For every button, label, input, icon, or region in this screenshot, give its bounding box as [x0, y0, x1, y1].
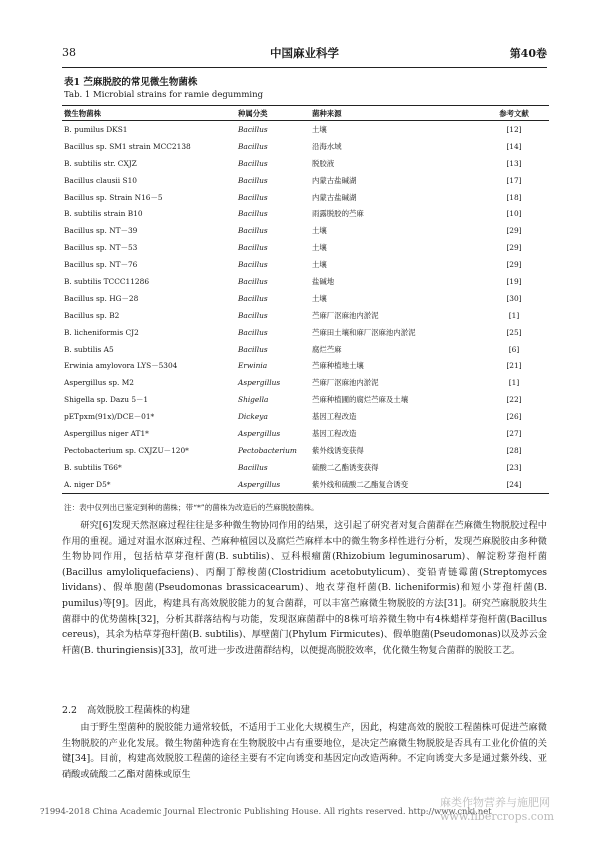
- table-row: [62, 205, 549, 222]
- cell-genus: Bacillus: [238, 293, 268, 303]
- cell-genus: Dickeya: [238, 412, 268, 422]
- cell-genus: Shigella: [238, 395, 269, 405]
- cell-genus: Bacillus: [238, 327, 268, 337]
- column-header-genus: 种属分类: [236, 106, 310, 121]
- cell-strain: Bacillus sp. NT－76: [64, 260, 138, 270]
- table-row: [62, 459, 549, 476]
- table-caption-cn: 表1 苎麻脱胶的常见微生物菌株: [64, 77, 198, 88]
- cell-source: 紫外线和硫酸二乙酯复合诱变: [310, 476, 479, 493]
- table-row: [62, 138, 549, 155]
- cell-genus: Bacillus: [238, 209, 268, 219]
- cell-strain: Pectobacterium sp. CXJZU－120*: [64, 445, 189, 455]
- cell-source: 苎麻田土壤和麻厂沤麻池内淤泥: [312, 327, 416, 337]
- table-row: [62, 425, 549, 442]
- cell-ref: [29]: [506, 260, 522, 270]
- cell-ref: [24]: [479, 476, 549, 493]
- section-number: 2.2: [62, 705, 77, 716]
- cell-strain: Bacillus sp. NT－53: [64, 243, 138, 253]
- cell-genus: Bacillus: [238, 141, 268, 151]
- cell-source: 盐碱地: [312, 276, 335, 286]
- table-body: [62, 121, 549, 494]
- page-number: 38: [62, 46, 76, 59]
- cell-genus: Bacillus: [238, 192, 268, 202]
- table-row: [62, 222, 549, 239]
- header-rule: [62, 67, 547, 68]
- cell-ref: [1]: [508, 310, 520, 320]
- table-row: [62, 442, 549, 459]
- table-row: [62, 307, 549, 324]
- cell-source: 硫酸二乙酯诱变获得: [312, 462, 379, 472]
- cell-source: 苎麻种植圃的腐烂苎麻及土壤: [312, 395, 409, 405]
- cell-source: 沿海水域: [312, 141, 342, 151]
- page-header: [62, 44, 547, 64]
- cell-source: 紫外线诱变获得: [312, 445, 364, 455]
- cell-source: 基因工程改造: [312, 428, 357, 438]
- cell-ref: [17]: [506, 175, 522, 185]
- cell-genus: Bacillus: [238, 310, 268, 320]
- cell-source: 基因工程改造: [312, 412, 357, 422]
- cell-strain: Bacillus sp. HG－28: [64, 293, 139, 303]
- cell-ref: [21]: [506, 361, 522, 371]
- cell-genus: Bacillus: [238, 276, 268, 286]
- cell-ref: [22]: [506, 395, 522, 405]
- body-text-2: [62, 720, 547, 782]
- cell-source: 苎麻厂沤麻池内淤泥: [312, 378, 379, 388]
- table-caption-en: Tab. 1 Microbial strains for ramie degumming: [64, 90, 264, 100]
- cell-ref: [19]: [506, 276, 522, 286]
- journal-title: 中国麻业科学: [270, 46, 339, 60]
- cell-source: 土壤: [312, 293, 327, 303]
- cell-ref: [1]: [508, 378, 520, 388]
- table-row: [62, 273, 549, 290]
- cell-source: 土壤: [312, 260, 327, 270]
- cell-source: 脱胶液: [312, 158, 335, 168]
- cell-ref: [25]: [506, 327, 522, 337]
- cell-genus: Aspergillus: [238, 378, 281, 388]
- column-header-ref: 参考文献: [479, 106, 549, 121]
- cell-ref: [14]: [506, 141, 522, 151]
- table-row: [62, 324, 549, 341]
- column-header-source: 菌种来源: [310, 106, 479, 121]
- cell-genus: Aspergillus: [236, 476, 310, 493]
- table-row: [62, 256, 549, 273]
- cell-source: 土壤: [312, 124, 327, 134]
- cell-genus: Pectobacterium: [238, 445, 297, 455]
- cell-ref: [10]: [506, 209, 522, 219]
- cell-source: 内蒙古盐碱湖: [312, 192, 357, 202]
- cell-genus: Bacillus: [238, 158, 268, 168]
- cell-genus: Bacillus: [238, 344, 268, 354]
- cell-strain: B. subtilis strain B10: [64, 209, 143, 219]
- cell-strain: A. niger D5*: [62, 476, 236, 493]
- table-row: [62, 391, 549, 408]
- cell-strain: B. subtilis T66*: [64, 462, 122, 472]
- cell-strain: B. subtilis str. CXJZ: [64, 158, 137, 168]
- cell-strain: Bacillus sp. Strain N16－5: [64, 192, 163, 202]
- table-row: [62, 155, 549, 172]
- cell-ref: [30]: [506, 293, 522, 303]
- cell-source: 苎麻种植地土壤: [312, 361, 364, 371]
- cell-source: 土壤: [312, 226, 327, 236]
- table-row: [62, 341, 549, 358]
- cell-ref: [27]: [506, 428, 522, 438]
- paragraph: 研究[6]发现天然沤麻过程往往是多种微生物协同作用的结果，这引起了研究者对复合菌群在苎麻微生物脱胶过程中作用的重视。通过对温水沤麻过程、苎麻种植园以及腐烂苎麻样本中的微生物多样性进行分析，发现苎麻脱胶由多种微生物协同作用，包括枯草芽孢杆菌(B. subtilis)、豆科根瘤菌(Rhizobium leguminosarum)、解淀粉芽孢杆菌(Bacillus amyloliquefaciens)、丙酮丁醇梭菌(Clostridium acetobutylicum)、变铅青链霉菌(Streptomyces lividans)、假单胞菌(Pseudomonas brassicacearum)、地衣芽孢杆菌(B. licheniformis)和短小芽孢杆菌(B. pumilus)等[9]。因此，构建具有高效脱胶能力的复合菌群，可以丰富苎麻微生物脱胶的方法[31]。研究苎麻脱胶共生菌群中的优势菌株[32]，分析其群落结构与功能，发现沤麻菌群中的8株可培养微生物中有4株蜡样芽孢杆菌(Bacillus cereus)，其余为枯草芽孢杆菌(B. subtilis)、厚壁菌门(Phylum Firmicutes)、假单胞菌(Pseudomonas)以及苏云金杆菌(B. thuringiensis)[33]，故可进一步改进菌群结构，以便提高脱胶效率，优化微生物复合菌群的脱胶工艺。: [62, 520, 547, 656]
- cell-strain: B. subtilis A5: [64, 344, 114, 354]
- cell-source: 土壤: [312, 243, 327, 253]
- cell-ref: [23]: [506, 462, 522, 472]
- cell-ref: [6]: [508, 344, 520, 354]
- cell-strain: Bacillus sp. B2: [64, 310, 120, 320]
- table-row: [62, 121, 549, 138]
- cell-ref: [29]: [506, 243, 522, 253]
- cell-strain: Bacillus clausii S10: [64, 175, 137, 185]
- cell-genus: Erwinia: [238, 361, 268, 371]
- table-row: [62, 239, 549, 256]
- cell-ref: [26]: [506, 412, 522, 422]
- cell-genus: Bacillus: [238, 462, 268, 472]
- cell-genus: Bacillus: [238, 124, 268, 134]
- cell-ref: [13]: [506, 158, 522, 168]
- cell-genus: Bacillus: [238, 260, 268, 270]
- table-row: [62, 172, 549, 189]
- column-header-strain: 微生物菌株: [62, 106, 236, 121]
- body-text: [62, 518, 547, 658]
- table-header-row: [62, 106, 549, 121]
- section-title: 高效脱胶工程菌株的构建: [86, 705, 191, 716]
- cell-strain: B. licheniformis CJ2: [64, 327, 139, 337]
- cell-ref: [29]: [506, 226, 522, 236]
- volume-label: 第40卷: [509, 47, 547, 60]
- cell-source: 雨露脱胶的苎麻: [312, 209, 364, 219]
- cell-strain: B. subtilis TCCC11286: [64, 276, 150, 286]
- cell-strain: Bacillus sp. SM1 strain MCC2138: [64, 141, 191, 151]
- cell-strain: Shigella sp. Dazu 5－1: [64, 395, 149, 405]
- cell-ref: [12]: [506, 124, 522, 134]
- copyright-footer: ?1994-2018 China Academic Journal Electronic Publishing House. All rights reserved. http://www.cnki.net: [40, 806, 492, 816]
- cell-source: 内蒙古盐碱湖: [312, 175, 357, 185]
- table-row: [62, 189, 549, 206]
- strain-table: [62, 105, 549, 494]
- cell-strain: Aspergillus sp. M2: [64, 378, 134, 388]
- table-row: [62, 476, 549, 493]
- table-row: [62, 290, 549, 307]
- cell-strain: Bacillus sp. NT－39: [64, 226, 138, 236]
- table-row: [62, 357, 549, 374]
- paragraph: 由于野生型菌种的脱胶能力通常较低，不适用于工业化大规模生产，因此，构建高效的脱胶工程菌株可促进苎麻微生物脱胶的产业化发展。微生物菌种选育在生物脱胶中占有重要地位，是决定苎麻微生物脱胶是否具有工业化价值的关键[34]。目前，构建高效脱胶工程菌的途径主要有不定向诱变和基因定向改造两种。不定向诱变大多是通过紫外线、亚硝酸或硫酸二乙酯对菌株或原生: [62, 722, 547, 780]
- cell-genus: Bacillus: [238, 226, 268, 236]
- cell-ref: [18]: [506, 192, 522, 202]
- cell-genus: Aspergillus: [238, 428, 281, 438]
- table-row: [62, 374, 549, 391]
- table-row: [62, 408, 549, 425]
- section-heading: [62, 702, 190, 716]
- table-note: 注：表中仅列出已鉴定到种的菌株；带“*”的菌株为改造后的苎麻脱胶菌株。: [64, 503, 319, 512]
- cell-genus: Bacillus: [238, 175, 268, 185]
- cell-ref: [28]: [506, 445, 522, 455]
- cell-genus: Bacillus: [238, 243, 268, 253]
- watermark: [440, 796, 554, 824]
- cell-source: 苎麻厂沤麻池内淤泥: [312, 310, 379, 320]
- cell-strain: Erwinia amylovora LYS－5304: [64, 361, 178, 371]
- cell-strain: pETpxm(91x)/DCE－01*: [64, 412, 155, 422]
- cell-source: 腐烂苎麻: [312, 344, 342, 354]
- cell-strain: Aspergillus niger AT1*: [64, 428, 149, 438]
- watermark-line2: www.fibercrops.com: [440, 810, 555, 823]
- watermark-line1: 麻类作物营养与施肥网: [440, 796, 550, 809]
- cell-strain: B. pumilus DKS1: [64, 124, 128, 134]
